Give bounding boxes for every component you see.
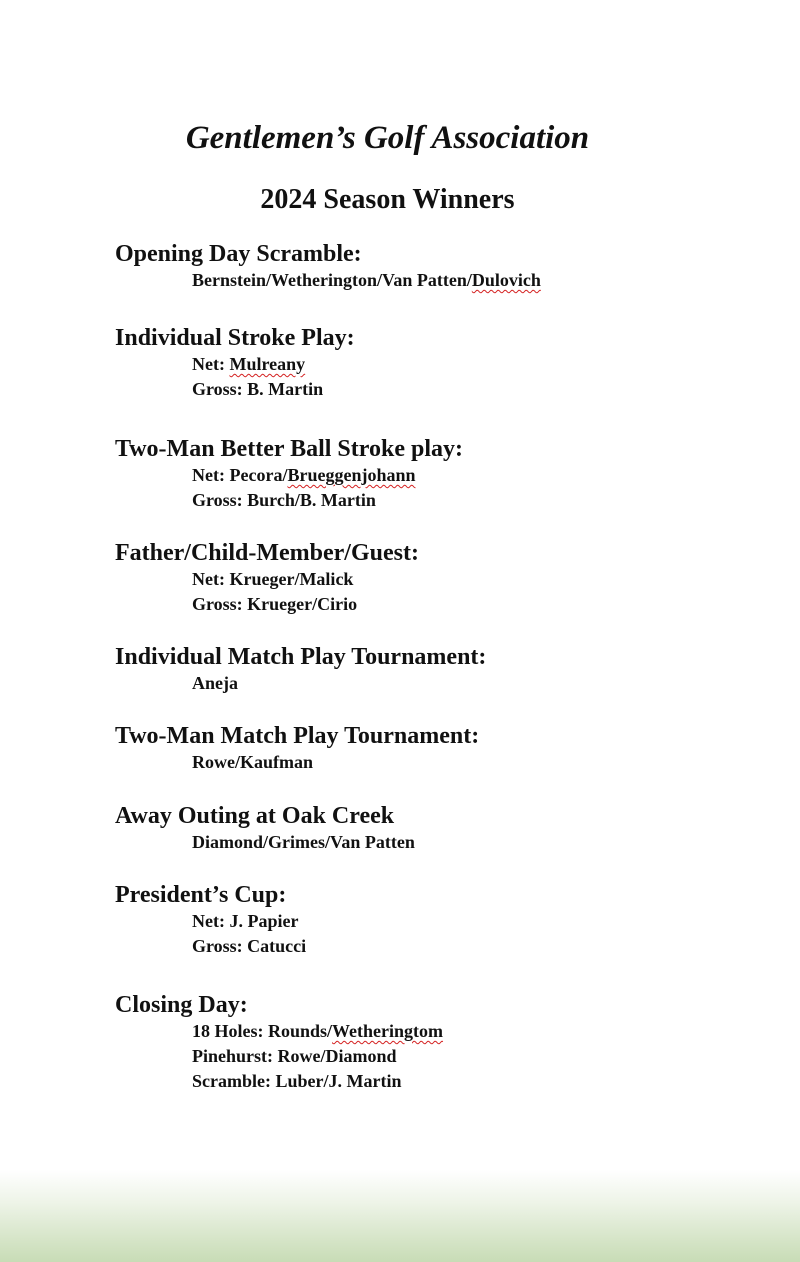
winner-entry: Diamond/Grimes/Van Patten (192, 832, 415, 852)
winner-entry: Rowe/Kaufman (192, 752, 313, 772)
footer-green-gradient (0, 1170, 800, 1262)
entry-text: Bernstein/Wetherington/Van Patten/ (192, 270, 472, 290)
winner-entry (115, 268, 715, 293)
section-heading: Father/Child-Member/Guest: (115, 540, 419, 566)
section-heading: Closing Day: (115, 992, 248, 1018)
winner-entry-gross: Gross: B. Martin (192, 379, 324, 399)
winner-entry-net (115, 463, 715, 488)
winner-entry: Aneja (192, 673, 238, 693)
winner-entry-gross: Gross: Burch/B. Martin (192, 490, 376, 510)
winner-entry-scramble: Scramble: Luber/J. Martin (192, 1071, 402, 1091)
section-heading: Individual Stroke Play: (115, 325, 355, 351)
section-away-outing (115, 803, 715, 855)
section-individual-match-play (115, 644, 715, 696)
section-two-man-better-ball (115, 436, 715, 513)
spellcheck-flagged-word[interactable]: Mulreany (229, 354, 306, 374)
spellcheck-flagged-word[interactable]: Wetheringtom (332, 1021, 444, 1041)
document-subtitle: 2024 Season Winners (260, 184, 515, 215)
entry-text: Net: Pecora/ (192, 465, 288, 485)
section-opening-day-scramble (115, 241, 715, 293)
spellcheck-flagged-word[interactable]: Dulovich (471, 270, 541, 290)
section-heading: Away Outing at Oak Creek (115, 803, 395, 829)
section-heading: Individual Match Play Tournament: (115, 644, 487, 670)
winner-entry-net: Net: Krueger/Malick (192, 569, 354, 589)
document-title: Gentlemen’s Golf Association (185, 120, 590, 156)
section-heading: Two-Man Match Play Tournament: (115, 723, 480, 749)
winner-entry-18-holes (115, 1019, 715, 1044)
section-closing-day (115, 992, 715, 1094)
winner-entry-gross: Gross: Catucci (192, 936, 307, 956)
section-father-child-member-guest (115, 540, 715, 617)
section-heading: Two-Man Better Ball Stroke play: (115, 436, 463, 462)
winner-entry-net (115, 352, 715, 377)
winner-entry-pinehurst: Pinehurst: Rowe/Diamond (192, 1046, 397, 1066)
entry-text: 18 Holes: Rounds/ (192, 1021, 333, 1041)
section-heading: President’s Cup: (115, 882, 287, 908)
section-presidents-cup (115, 882, 715, 959)
section-heading: Opening Day Scramble: (115, 241, 362, 267)
section-individual-stroke-play (115, 325, 715, 402)
entry-text: Net: (192, 354, 230, 374)
spellcheck-flagged-word[interactable]: Brueggenjohann (287, 465, 416, 485)
winner-entry-net: Net: J. Papier (192, 911, 299, 931)
winner-entry-gross: Gross: Krueger/Cirio (192, 594, 358, 614)
section-two-man-match-play (115, 723, 715, 775)
